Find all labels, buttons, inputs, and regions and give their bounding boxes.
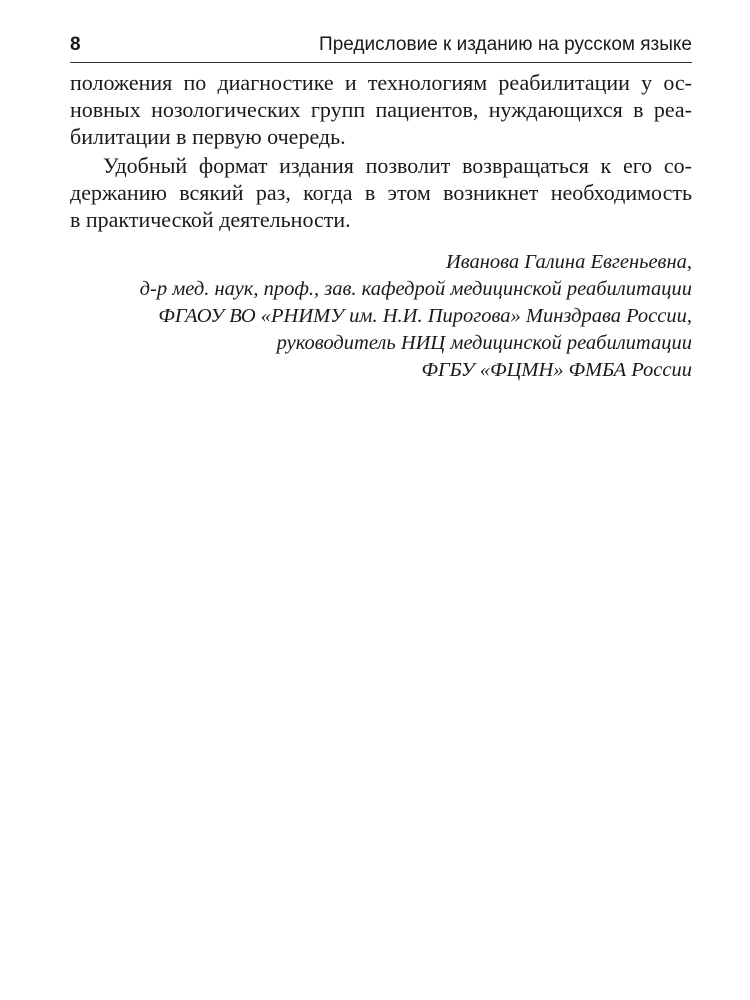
signature-affiliation: ФГАОУ ВО «РНИМУ им. Н.И. Пирогова» Минздрава России, [158, 305, 692, 327]
signature-position: руководитель НИЦ медицинской реабилитации [276, 332, 692, 354]
signature-block [70, 249, 692, 384]
paragraph-2 [70, 152, 692, 233]
paragraph-1 [70, 69, 692, 150]
page-header [70, 31, 692, 59]
signature-name: Иванова Галина Евгеньевна, [445, 251, 692, 273]
text-line: в практической деятельности. [70, 207, 351, 232]
text-line: держанию всякий раз, когда в этом возникнет необходимость [70, 180, 692, 205]
text-line: новных нозологических групп пациентов, нуждающихся в реа- [70, 97, 692, 122]
signature-degree: д-р мед. наук, проф., зав. кафедрой медицинской реабилитации [139, 278, 692, 300]
text-line: Удобный формат издания позволит возвращаться к его со- [103, 153, 692, 178]
header-divider [70, 62, 692, 63]
running-title: Предисловие к изданию на русском языке [319, 34, 692, 55]
text-line: билитации в первую очередь. [70, 124, 346, 149]
page-number: 8 [70, 34, 81, 55]
body-text [70, 69, 692, 233]
signature-organization: ФГБУ «ФЦМН» ФМБА России [421, 359, 692, 381]
text-line: положения по диагностике и технологиям реабилитации у ос- [70, 70, 692, 95]
